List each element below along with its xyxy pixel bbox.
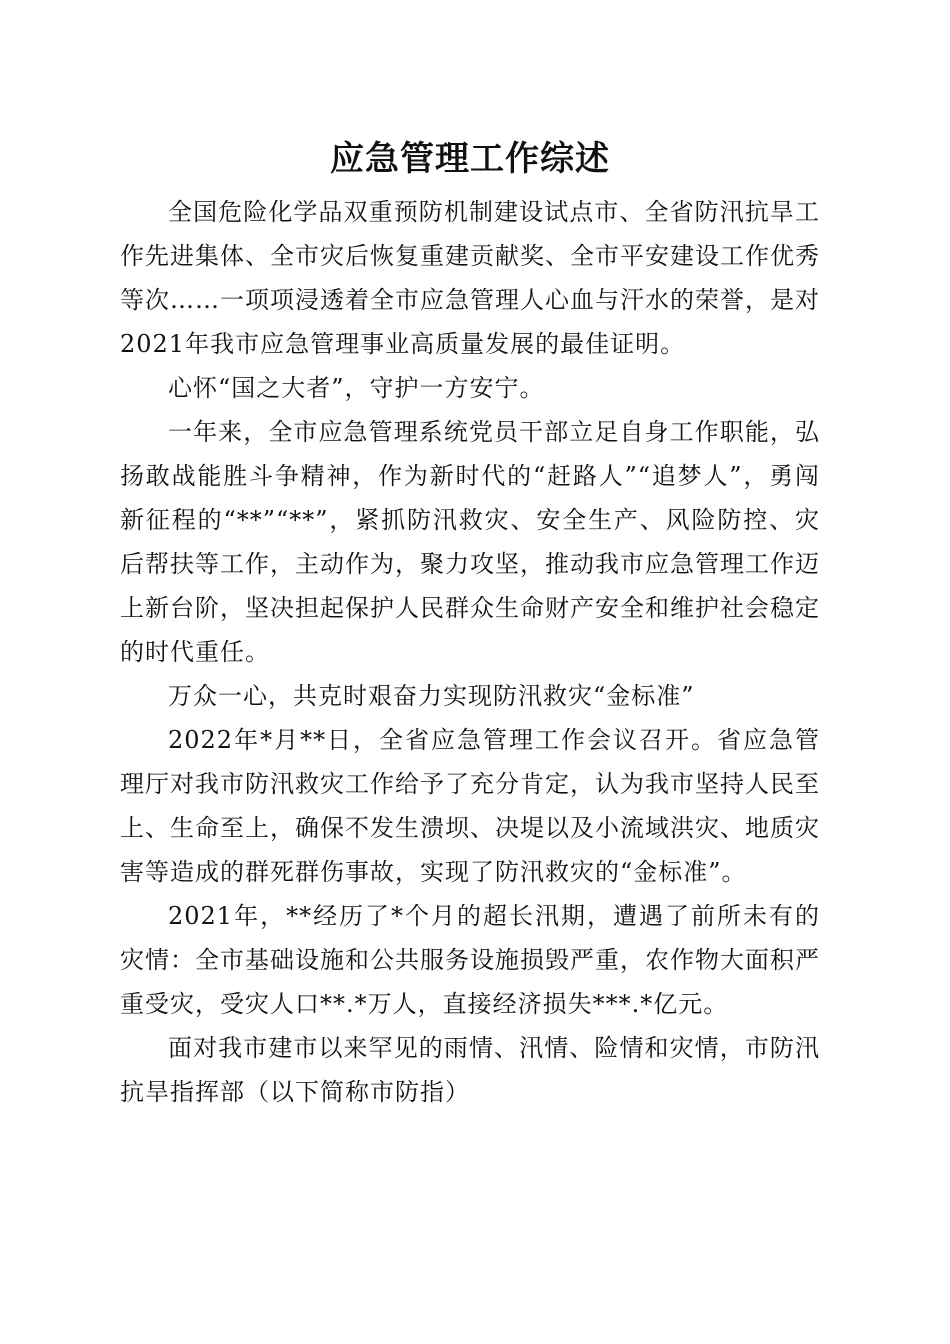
paragraph-provincial-meeting: 2022年*月**日，全省应急管理工作会议召开。省应急管理厅对我市防汛救灾工作给予了充分肯定，认为我市坚持人民至上、生命至上，确保不发生溃坝、决堤以及小流域洪灾、地质灾害等造成的群死群伤事故，实现了防汛救灾的“金标准”。 — [120, 726, 820, 886]
paragraph-honors: 全国危险化学品双重预防机制建设试点市、全省防汛抗旱工作先进集体、全市灾后恢复重建贡献奖、全市平安建设工作优秀等次……一项项浸透着全市应急管理人心血与汗水的荣誉，是对2021年我市应急管理事业高质量发展的最佳证明。 — [120, 198, 820, 358]
paragraph-disaster-losses: 2021年，**经历了*个月的超长汛期，遭遇了前所未有的灾情：全市基础设施和公共服务设施损毁严重，农作物大面积严重受灾，受灾人口**.*万人，直接经济损失***.*亿元。 — [120, 902, 820, 1018]
paragraph-flood-headquarters: 面对我市建市以来罕见的雨情、汛情、险情和灾情，市防汛抗旱指挥部（以下简称市防指） — [120, 1034, 820, 1106]
paragraph-year-review: 一年来，全市应急管理系统党员干部立足自身工作职能，弘扬敢战能胜斗争精神，作为新时代的“赶路人”“追梦人”，勇闯新征程的“**”“**”，紧抓防汛救灾、安全生产、风险防控、灾后帮扶等工作，主动作为，聚力攻坚，推动我市应急管理工作迈上新台阶，坚决担起保护人民群众生命财产安全和维护社会稳定的时代重任。 — [120, 418, 820, 666]
paragraph-heading-mission: 心怀“国之大者”，守护一方安宁。 — [168, 374, 545, 402]
page-title: 应急管理工作综述 — [330, 139, 610, 179]
paragraph-heading-flood-control: 万众一心，共克时艰奋力实现防汛救灾“金标准” — [168, 682, 695, 710]
document-body — [120, 190, 820, 1114]
